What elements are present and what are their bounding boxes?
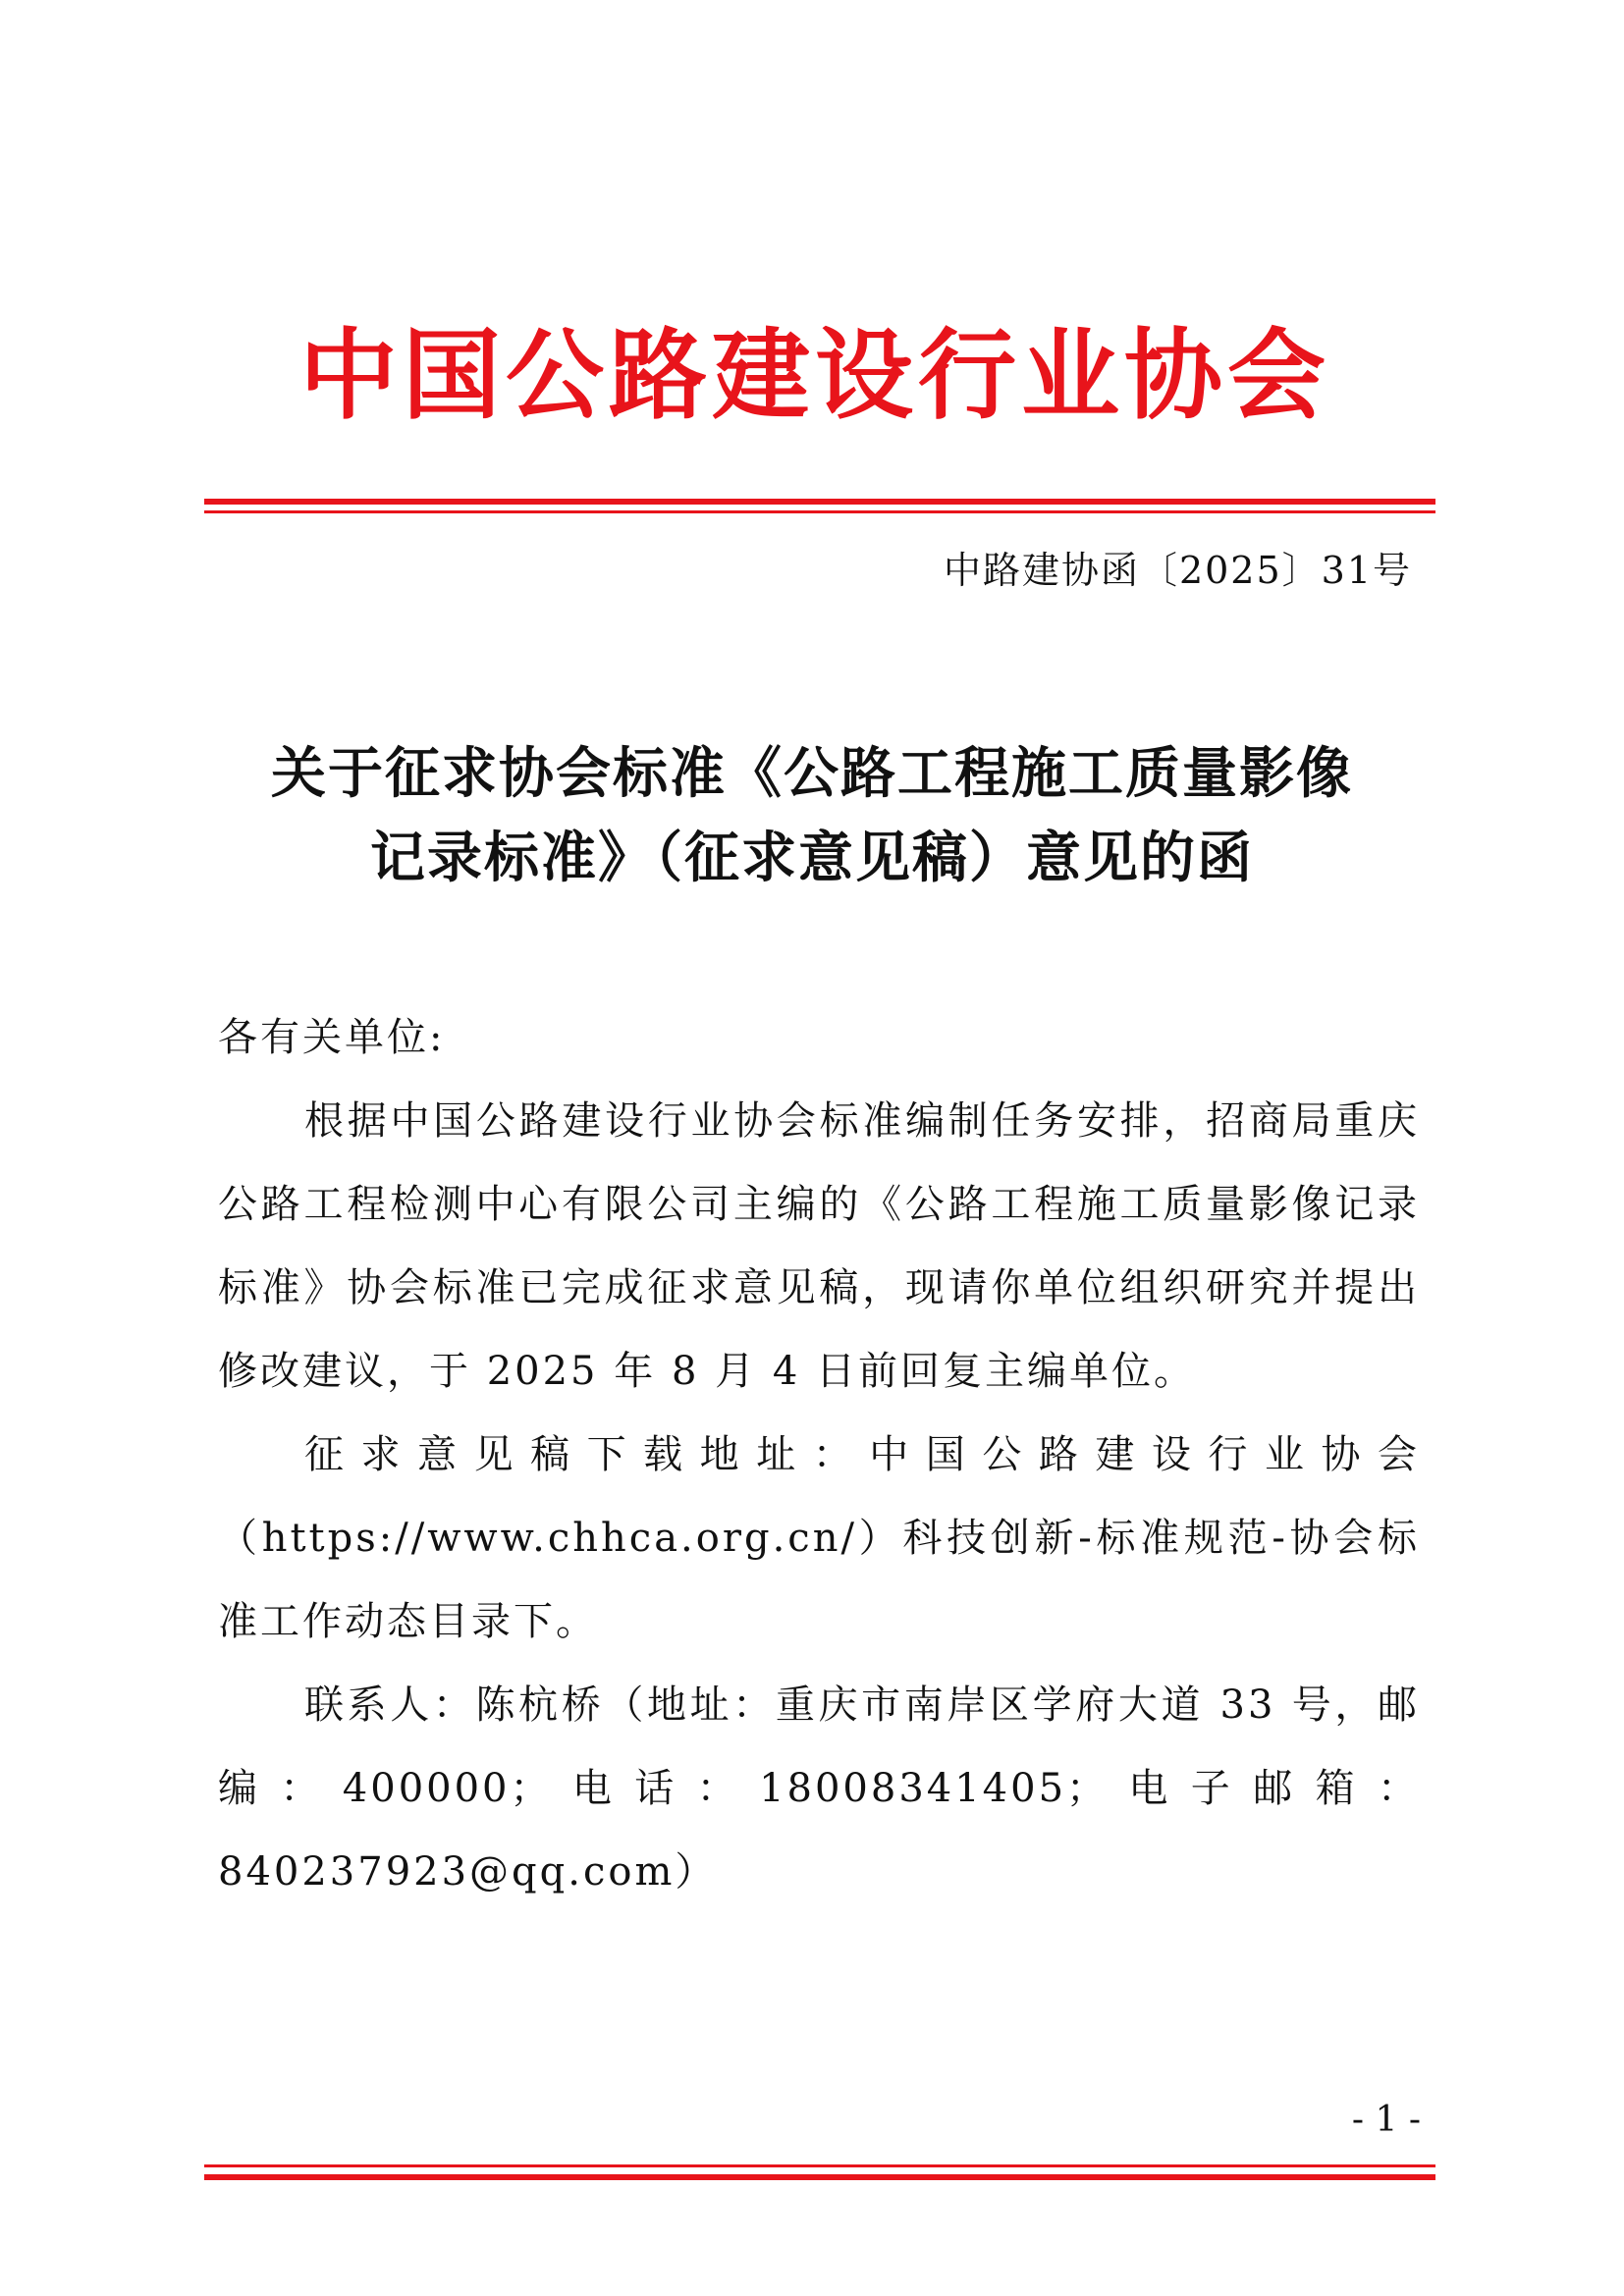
paragraph-download-address: 征求意见稿下载地址：中国公路建设行业协会（https://www.chhca.org.cn/）科技创新-标准规范-协会标准工作动态目录下。 bbox=[218, 1432, 1420, 1644]
salutation: 各有关单位: bbox=[218, 1015, 446, 1060]
footer-rule-thin bbox=[204, 2164, 1435, 2167]
document-title-line-1: 关于征求协会标准《公路工程施工质量影像 bbox=[271, 741, 1353, 806]
page-number: - 1 - bbox=[1351, 2100, 1421, 2140]
document-title-line-2: 记录标准》（征求意见稿）意见的函 bbox=[370, 826, 1254, 890]
document-number: 中路建协函〔2025〕31号 bbox=[943, 549, 1412, 592]
document-body bbox=[218, 996, 1420, 1914]
letterhead-org-name: 中国公路建设行业协会 bbox=[299, 318, 1330, 433]
paragraph-request: 根据中国公路建设行业协会标准编制任务安排，招商局重庆公路工程检测中心有限公司主编的《公路工程施工质量影像记录标准》协会标准已完成征求意见稿，现请你单位组织研究并提出修改建议，于 2025 年 8 月 4 日前回复主编单位。 bbox=[218, 1098, 1420, 1394]
header-rule-thin bbox=[204, 510, 1435, 513]
document-title bbox=[211, 731, 1413, 900]
paragraph-contact: 联系人：陈杭桥（地址：重庆市南岸区学府大道 33 号，邮编：400000；电话：18008341405；电子邮箱：840237923@qq.com） bbox=[218, 1682, 1420, 1895]
header-rule-thick bbox=[204, 499, 1435, 505]
footer-rule-thick bbox=[204, 2174, 1435, 2180]
